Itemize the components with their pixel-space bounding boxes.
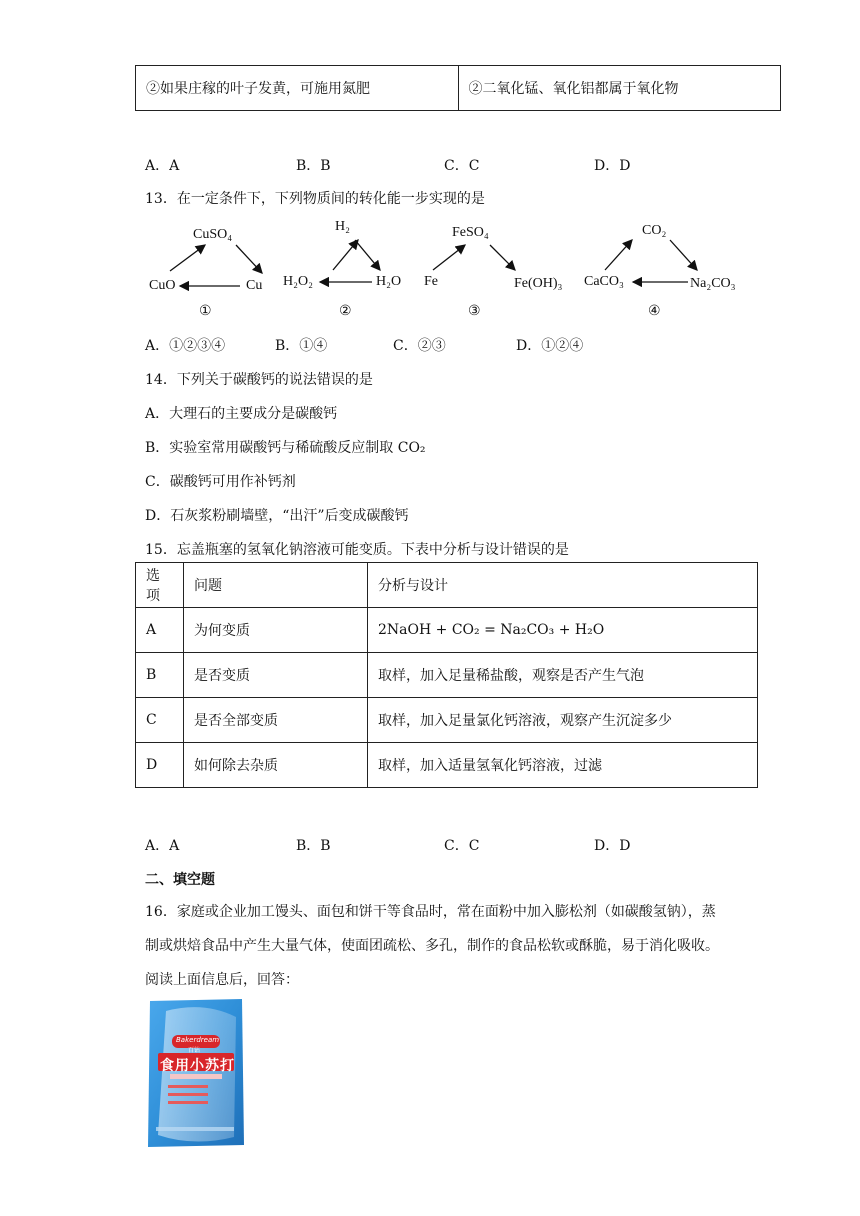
table-cell: 是否变质 xyxy=(184,653,368,698)
section-title: 二、填空题 xyxy=(145,872,215,888)
q12-option-c: C．C xyxy=(444,158,480,174)
table-cell: D xyxy=(136,743,184,788)
diagram3-right: Fe(OH)₃ xyxy=(514,276,563,291)
q15-table xyxy=(135,562,758,788)
table-cell: 2NaOH + CO₂ = Na₂CO₃ + H₂O xyxy=(368,608,758,653)
q15-option-c: C．C xyxy=(444,838,480,854)
q13-stem: 13．在一定条件下，下列物质间的转化能一步实现的是 xyxy=(145,191,485,207)
q14-stem: 14．下列关于碳酸钙的说法错误的是 xyxy=(145,372,373,388)
q12-option-a: A．A xyxy=(145,158,180,174)
diagram4-left: CaCO₃ xyxy=(584,274,624,289)
table-header-row xyxy=(136,563,758,608)
diagram3-left: Fe xyxy=(424,274,438,289)
table-header-cell: 选项 xyxy=(136,563,184,608)
package-product-name: 食用小苏打 xyxy=(160,1058,235,1074)
q13-option-b: B．①④ xyxy=(275,338,328,354)
top-table-right-cell: ②二氧化锰、氧化铝都属于氧化物 xyxy=(458,66,781,111)
diagram1-number: ① xyxy=(199,304,212,319)
q14-option-c: C．碳酸钙可用作补钙剂 xyxy=(145,474,296,490)
q14-option-b: B．实验室常用碳酸钙与稀硫酸反应制取 CO₂ xyxy=(145,440,426,456)
diagram2-right: H₂O xyxy=(376,274,402,289)
table-cell: 如何除去杂质 xyxy=(184,743,368,788)
table-cell: 取样，加入足量稀盐酸，观察是否产生气泡 xyxy=(368,653,758,698)
q13-diagram-arrows xyxy=(140,215,760,325)
top-table xyxy=(135,65,781,111)
q15-option-a: A．A xyxy=(145,838,180,854)
diagram1-right: Cu xyxy=(246,278,263,293)
diagram2-number: ② xyxy=(339,304,352,319)
table-cell: C xyxy=(136,698,184,743)
q13-option-c: C．②③ xyxy=(393,338,446,354)
q15-option-b: B．B xyxy=(296,838,331,854)
table-header-cell: 问题 xyxy=(184,563,368,608)
diagram4-right: Na₂CO₃ xyxy=(690,276,736,291)
q13-option-d: D．①②④ xyxy=(516,338,584,354)
table-cell: A xyxy=(136,608,184,653)
q15-option-d: D．D xyxy=(594,838,631,854)
table-cell: 是否全部变质 xyxy=(184,698,368,743)
package-brand-cn: 百钻 xyxy=(188,1047,201,1054)
table-cell: 取样，加入适量氢氧化钙溶液，过滤 xyxy=(368,743,758,788)
table-header-cell: 分析与设计 xyxy=(368,563,758,608)
table-row xyxy=(136,653,758,698)
q12-option-b: B．B xyxy=(296,158,331,174)
diagram3-top: FeSO₄ xyxy=(452,225,489,240)
q14-option-a: A．大理石的主要成分是碳酸钙 xyxy=(145,406,338,422)
q15-stem: 15．忘盖瓶塞的氢氧化钠溶液可能变质。下表中分析与设计错误的是 xyxy=(145,542,569,558)
table-cell: 取样，加入足量氯化钙溶液，观察产生沉淀多少 xyxy=(368,698,758,743)
diagram1-top: CuSO₄ xyxy=(193,227,233,242)
table-row xyxy=(136,743,758,788)
q13-option-a: A．①②③④ xyxy=(145,338,226,354)
q12-option-d: D．D xyxy=(594,158,631,174)
diagram3-number: ③ xyxy=(468,304,481,319)
diagram2-top: H₂ xyxy=(335,219,350,234)
q14-option-d: D．石灰浆粉刷墙壁，“出汗”后变成碳酸钙 xyxy=(145,508,409,524)
diagram1-left: CuO xyxy=(149,278,176,293)
table-row xyxy=(136,608,758,653)
baking-soda-package-image xyxy=(144,997,248,1149)
q16-text: 16．家庭或企业加工馒头、面包和饼干等食品时，常在面粉中加入膨松剂（如碳酸氢钠），蒸制或烘焙食品中产生大量气体，使面团疏松、多孔，制作的食品松软或酥脆，易于消化吸收。阅读上面信息后，回答： xyxy=(145,904,719,988)
table-row xyxy=(136,698,758,743)
diagram4-top: CO₂ xyxy=(642,223,667,238)
top-table-left-cell: ②如果庄稼的叶子发黄，可施用氮肥 xyxy=(136,66,459,111)
table-cell: 为何变质 xyxy=(184,608,368,653)
diagram4-number: ④ xyxy=(648,304,661,319)
package-brand: Bakerdream xyxy=(176,1036,220,1044)
table-cell: B xyxy=(136,653,184,698)
diagram2-left: H₂O₂ xyxy=(283,274,313,289)
